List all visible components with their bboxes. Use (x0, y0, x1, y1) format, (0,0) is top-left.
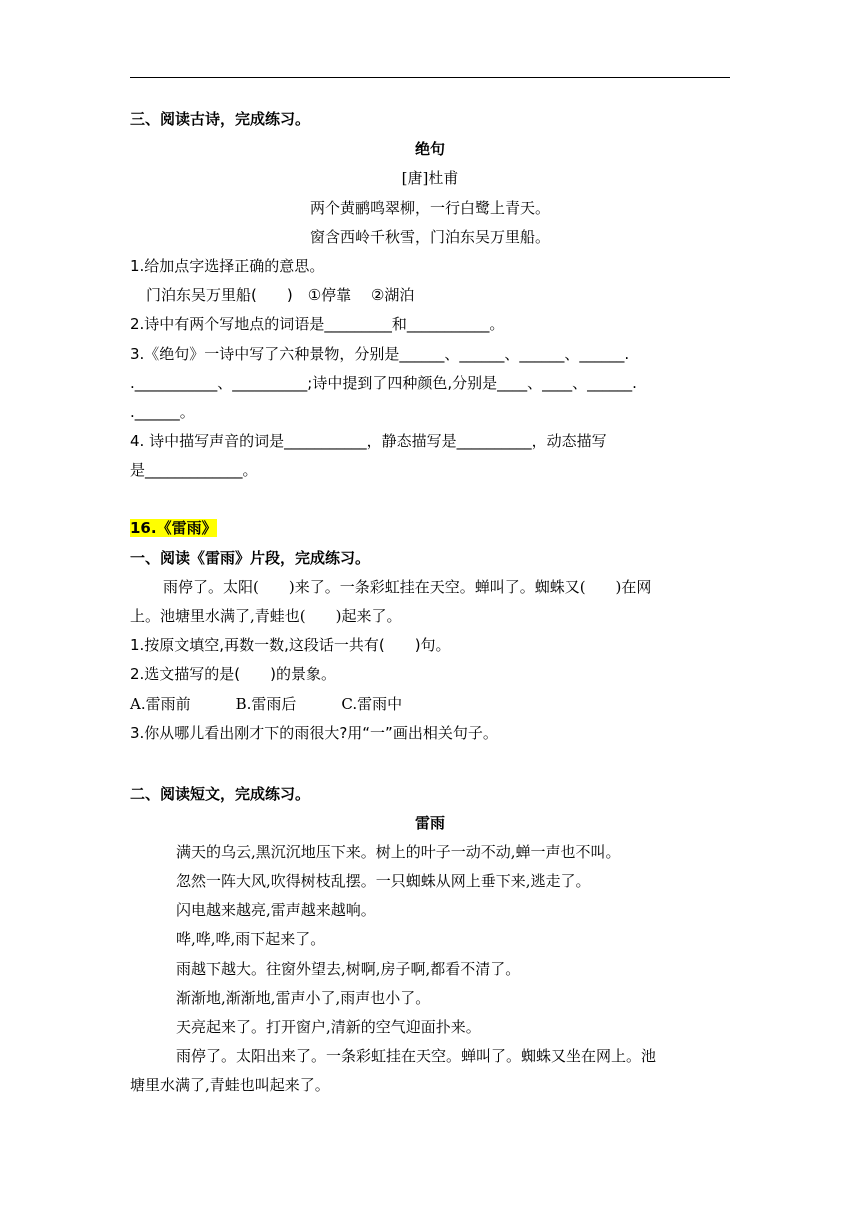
passage-line: 闪电越来越亮,雷声越来越响。 (176, 901, 376, 919)
section-heading: 三、阅读古诗，完成练习。 (130, 110, 311, 128)
passage-line: 哗,哗,哗,雨下起来了。 (176, 930, 326, 948)
part-1-question-2: 2.选文描写的是( )的景象。 (130, 665, 337, 683)
top-rule (130, 77, 730, 78)
part-1-question-2-options: A.雷雨前 B.雷雨后 C.雷雨中 (130, 695, 403, 713)
question-3-line-3: .______。 (130, 403, 195, 421)
passage-line: 天亮起来了。打开窗户,清新的空气迎面扑来。 (176, 1018, 481, 1036)
question-4-line-1: 4. 诗中描写声音的词是___________，静态描写是__________，动态描写 (130, 432, 607, 450)
question-3-line-2: .___________、__________;诗中提到了四种颜色,分别是____、____、______. (130, 374, 637, 392)
question-3-line-1: 3.《绝句》一诗中写了六种景物，分别是______、______、______、______. (130, 345, 630, 363)
passage-last-line-2: 塘里水满了,青蛙也叫起来了。 (130, 1076, 330, 1094)
question-1: 1.给加点字选择正确的意思。 (130, 257, 325, 275)
excerpt-line-2: 上。池塘里水满了,青蛙也( )起来了。 (130, 607, 402, 625)
poem-line-1: 两个黄鹂鸣翠柳，一行白鹭上青天。 (309, 199, 550, 217)
question-2: 2.诗中有两个写地点的词语是_________和___________。 (130, 315, 505, 333)
passage-line: 渐渐地,渐渐地,雷声小了,雨声也小了。 (176, 989, 431, 1007)
question-4-line-2: 是_____________。 (130, 461, 258, 479)
part-2-heading: 二、阅读短文，完成练习。 (130, 785, 311, 803)
passage-line: 满天的乌云,黑沉沉地压下来。树上的叶子一动不动,蝉一声也不叫。 (176, 843, 621, 861)
part-1-question-1: 1.按原文填空,再数一数,这段话一共有( )句。 (130, 636, 451, 654)
poem-author: [唐]杜甫 (401, 169, 459, 187)
lesson-title: 16.《雷雨》 (130, 519, 217, 537)
poem-title: 绝句 (414, 140, 445, 158)
part-1-heading: 一、阅读《雷雨》片段，完成练习。 (130, 549, 371, 567)
excerpt-line-1: 雨停了。太阳( )来了。一条彩虹挂在天空。蝉叫了。蜘蛛又( )在网 (163, 578, 652, 596)
passage-line: 雨越下越大。往窗外望去,树啊,房子啊,都看不清了。 (176, 960, 521, 978)
part-1-question-3: 3.你从哪儿看出刚才下的雨很大?用“一”画出相关句子。 (130, 724, 498, 742)
passage-last-line-1: 雨停了。太阳出来了。一条彩虹挂在天空。蝉叫了。蜘蛛又坐在网上。池 (176, 1047, 657, 1065)
passage-line: 忽然一阵大风,吹得树枝乱摆。一只蜘蛛从网上垂下来,逃走了。 (176, 872, 591, 890)
poem-line-2: 窗含西岭千秋雪，门泊东吴万里船。 (309, 228, 550, 246)
passage-title: 雷雨 (414, 814, 445, 832)
question-1-options: 门泊东吴万里船( ) ①停靠 ②湖泊 (146, 286, 415, 304)
